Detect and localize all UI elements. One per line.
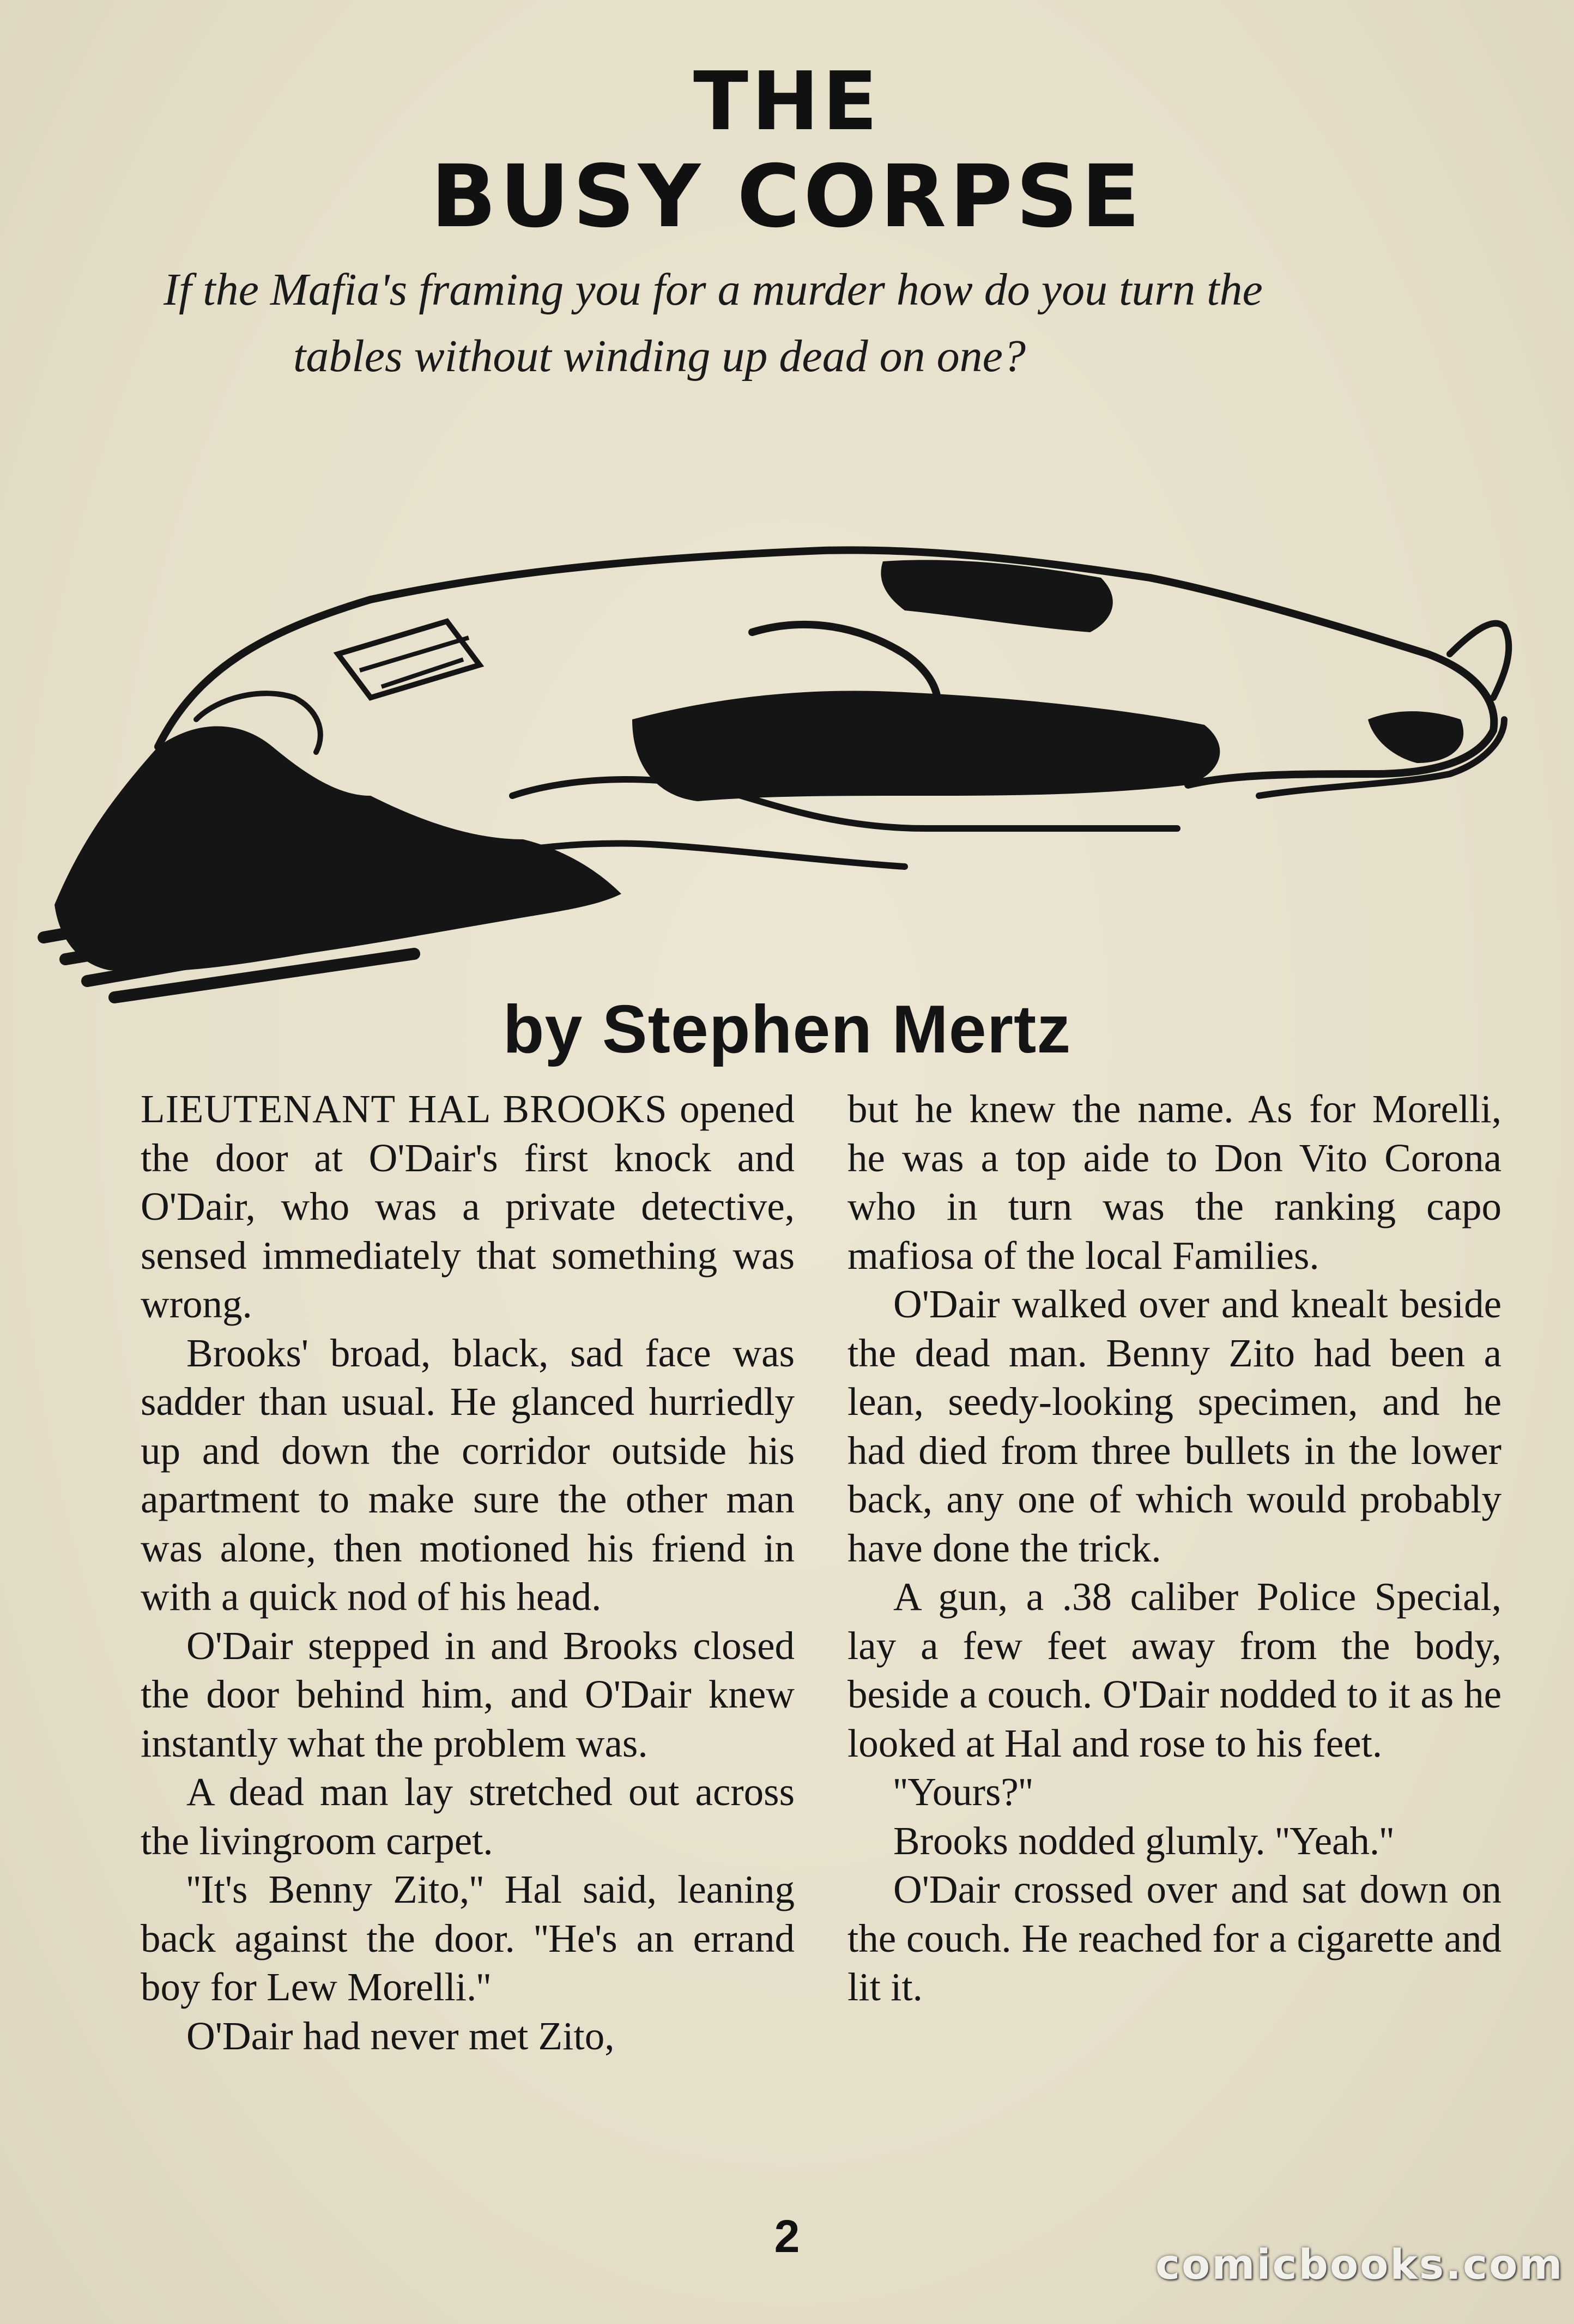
- story-deck-line-1: If the Mafia's framing you for a murder how do you turn the: [164, 264, 1263, 315]
- paragraph: A gun, a .38 caliber Police Special, lay a few feet away from the body, beside a couch. O'Dair nodded to it as he looked at Hal and rose to his feet.: [847, 1575, 1502, 1765]
- story-title-line-1: THE: [693, 55, 881, 148]
- text-column-right: [847, 1085, 1502, 2012]
- lead-in: LIEUTENANT HAL BROOKS: [141, 1087, 668, 1131]
- corpse-illustration: [33, 491, 1526, 1014]
- paragraph: Brooks nodded glumly. ''Yeah.'': [893, 1818, 1394, 1863]
- paragraph-text: opened the door at O'Dair's first knock and O'Dair, who was a private detective, sensed immediately that something was wrong.: [141, 1087, 795, 1326]
- paragraph: O'Dair walked over and knealt beside the dead man. Benny Zito had been a lean, seedy-looking specimen, and he had died from three bullets in the lower back, any one of which would probably have done the trick.: [847, 1282, 1502, 1570]
- byline: by Stephen Mertz: [503, 992, 1071, 1067]
- text-column-left: [141, 1085, 795, 2060]
- paragraph: O'Dair had never met Zito,: [186, 2013, 615, 2058]
- paragraph: O'Dair stepped in and Brooks closed the door behind him, and O'Dair knew instantly what the problem was.: [141, 1623, 795, 1765]
- story-title-line-2: BUSY CORPSE: [431, 147, 1143, 247]
- paragraph: ''Yours?'': [893, 1770, 1033, 1814]
- paragraph: O'Dair crossed over and sat down on the couch. He reached for a cigarette and lit it.: [847, 1867, 1502, 2009]
- story-deck-line-2: tables without winding up dead on one?: [293, 331, 1026, 382]
- page-number: 2: [774, 2211, 800, 2262]
- paragraph: [141, 1085, 795, 1329]
- paragraph: but he knew the name. As for Morelli, he was a top aide to Don Vito Corona who in turn was the ranking capo mafiosa of the local Families.: [847, 1087, 1502, 1278]
- paragraph: ''It's Benny Zito,'' Hal said, leaning back against the door. ''He's an errand boy for Lew Morelli.'': [141, 1867, 795, 2009]
- paragraph: A dead man lay stretched out across the livingroom carpet.: [141, 1770, 795, 1863]
- paragraph: Brooks' broad, black, sad face was sadder than usual. He glanced hurriedly up and down the corridor outside his apartment to make sure the other man was alone, then motioned his friend in with a quick nod of his head.: [141, 1330, 795, 1619]
- site-watermark: comicbooks.com: [1155, 2240, 1564, 2289]
